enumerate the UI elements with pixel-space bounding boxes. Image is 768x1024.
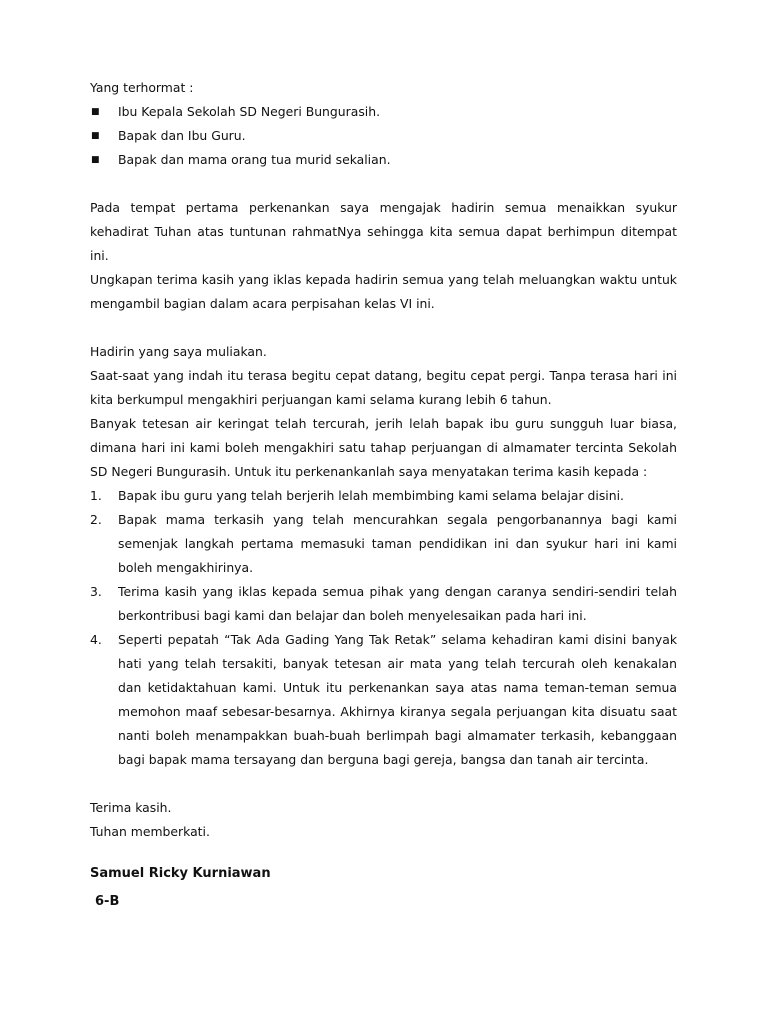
square-bullet-icon: ■ (91, 131, 100, 141)
list-item-text: Seperti pepatah “Tak Ada Gading Yang Tak Retak” selama kehadiran kami disini banyak hati yang telah tersakiti, banyak tetesan air mata yang telah tercurah oleh kenakalan dan ketidaktahuan kami. Untuk itu perkenankan saya atas nama teman-teman semua memohon maaf sebesar-besarnya. Akhirnya kiranya segala perjuangan kita disuatu saat nanti boleh menampakkan buah-buah berlimpah bagi almamater terkasih, kebanggaan bagi bapak mama tersayang dan berguna bagi gereja, bangsa dan tanah air tercinta. (118, 632, 677, 767)
list-number: 1. (90, 488, 102, 503)
body-paragraph-2: Banyak tetesan air keringat telah tercurah, jerih lelah bapak ibu guru sungguh luar biasa, dimana hari ini kami boleh mengakhiri satu tahap perjuangan di almamater tercinta Sekolah SD Negeri Bungurasih. Untuk itu perkenankanlah saya menyatakan terima kasih kepada : (90, 416, 677, 479)
spacer (90, 316, 677, 340)
salutation-item-text: Ibu Kepala Sekolah SD Negeri Bungurasih. (118, 104, 381, 119)
list-item (90, 508, 677, 580)
thanks-list (90, 484, 677, 772)
list-item (90, 628, 677, 772)
salutation-item-text: Bapak dan mama orang tua murid sekalian. (118, 152, 391, 167)
salutation-heading: Yang terhormat : (90, 80, 194, 95)
list-item (90, 100, 677, 124)
salutation-list (90, 100, 677, 172)
list-number: 2. (90, 512, 102, 527)
spacer (90, 772, 677, 796)
spacer (90, 172, 677, 196)
list-item-text: Bapak mama terkasih yang telah mencurahkan segala pengorbanannya bagi kami semenjak langkah pertama memasuki taman pendidikan ini dan syukur hari ini kami boleh mengakhirinya. (118, 512, 677, 575)
closing-thanks: Terima kasih. (90, 800, 172, 815)
list-number: 4. (90, 632, 102, 647)
signature-name: Samuel Ricky Kurniawan (90, 866, 271, 881)
list-number: 3. (90, 584, 102, 599)
list-item (90, 148, 677, 172)
list-item-text: Terima kasih yang iklas kepada semua pihak yang dengan caranya sendiri-sendiri telah berkontribusi bagi kami dan belajar dan boleh menyelesaikan pada hari ini. (118, 584, 677, 623)
signature-class: 6-B (95, 894, 120, 909)
opening-paragraph-1: Pada tempat pertama perkenankan saya mengajak hadirin semua menaikkan syukur kehadirat Tuhan atas tuntunan rahmatNya sehingga kita semua dapat berhimpun ditempat ini. (90, 200, 677, 263)
speech-document (90, 76, 677, 844)
list-item (90, 580, 677, 628)
list-item-text: Bapak ibu guru yang telah berjerih lelah membimbing kami selama belajar disini. (118, 488, 624, 503)
list-item (90, 124, 677, 148)
body-greeting: Hadirin yang saya muliakan. (90, 344, 267, 359)
body-paragraph-1: Saat-saat yang indah itu terasa begitu cepat datang, begitu cepat pergi. Tanpa terasa hari ini kita berkumpul mengakhiri perjuangan kami selama kurang lebih 6 tahun. (90, 368, 677, 407)
square-bullet-icon: ■ (91, 107, 100, 117)
list-item (90, 484, 677, 508)
opening-paragraph-2: Ungkapan terima kasih yang iklas kepada hadirin semua yang telah meluangkan waktu untuk mengambil bagian dalam acara perpisahan kelas VI ini. (90, 272, 677, 311)
salutation-item-text: Bapak dan Ibu Guru. (118, 128, 246, 143)
square-bullet-icon: ■ (91, 155, 100, 165)
closing-blessing: Tuhan memberkati. (90, 824, 210, 839)
